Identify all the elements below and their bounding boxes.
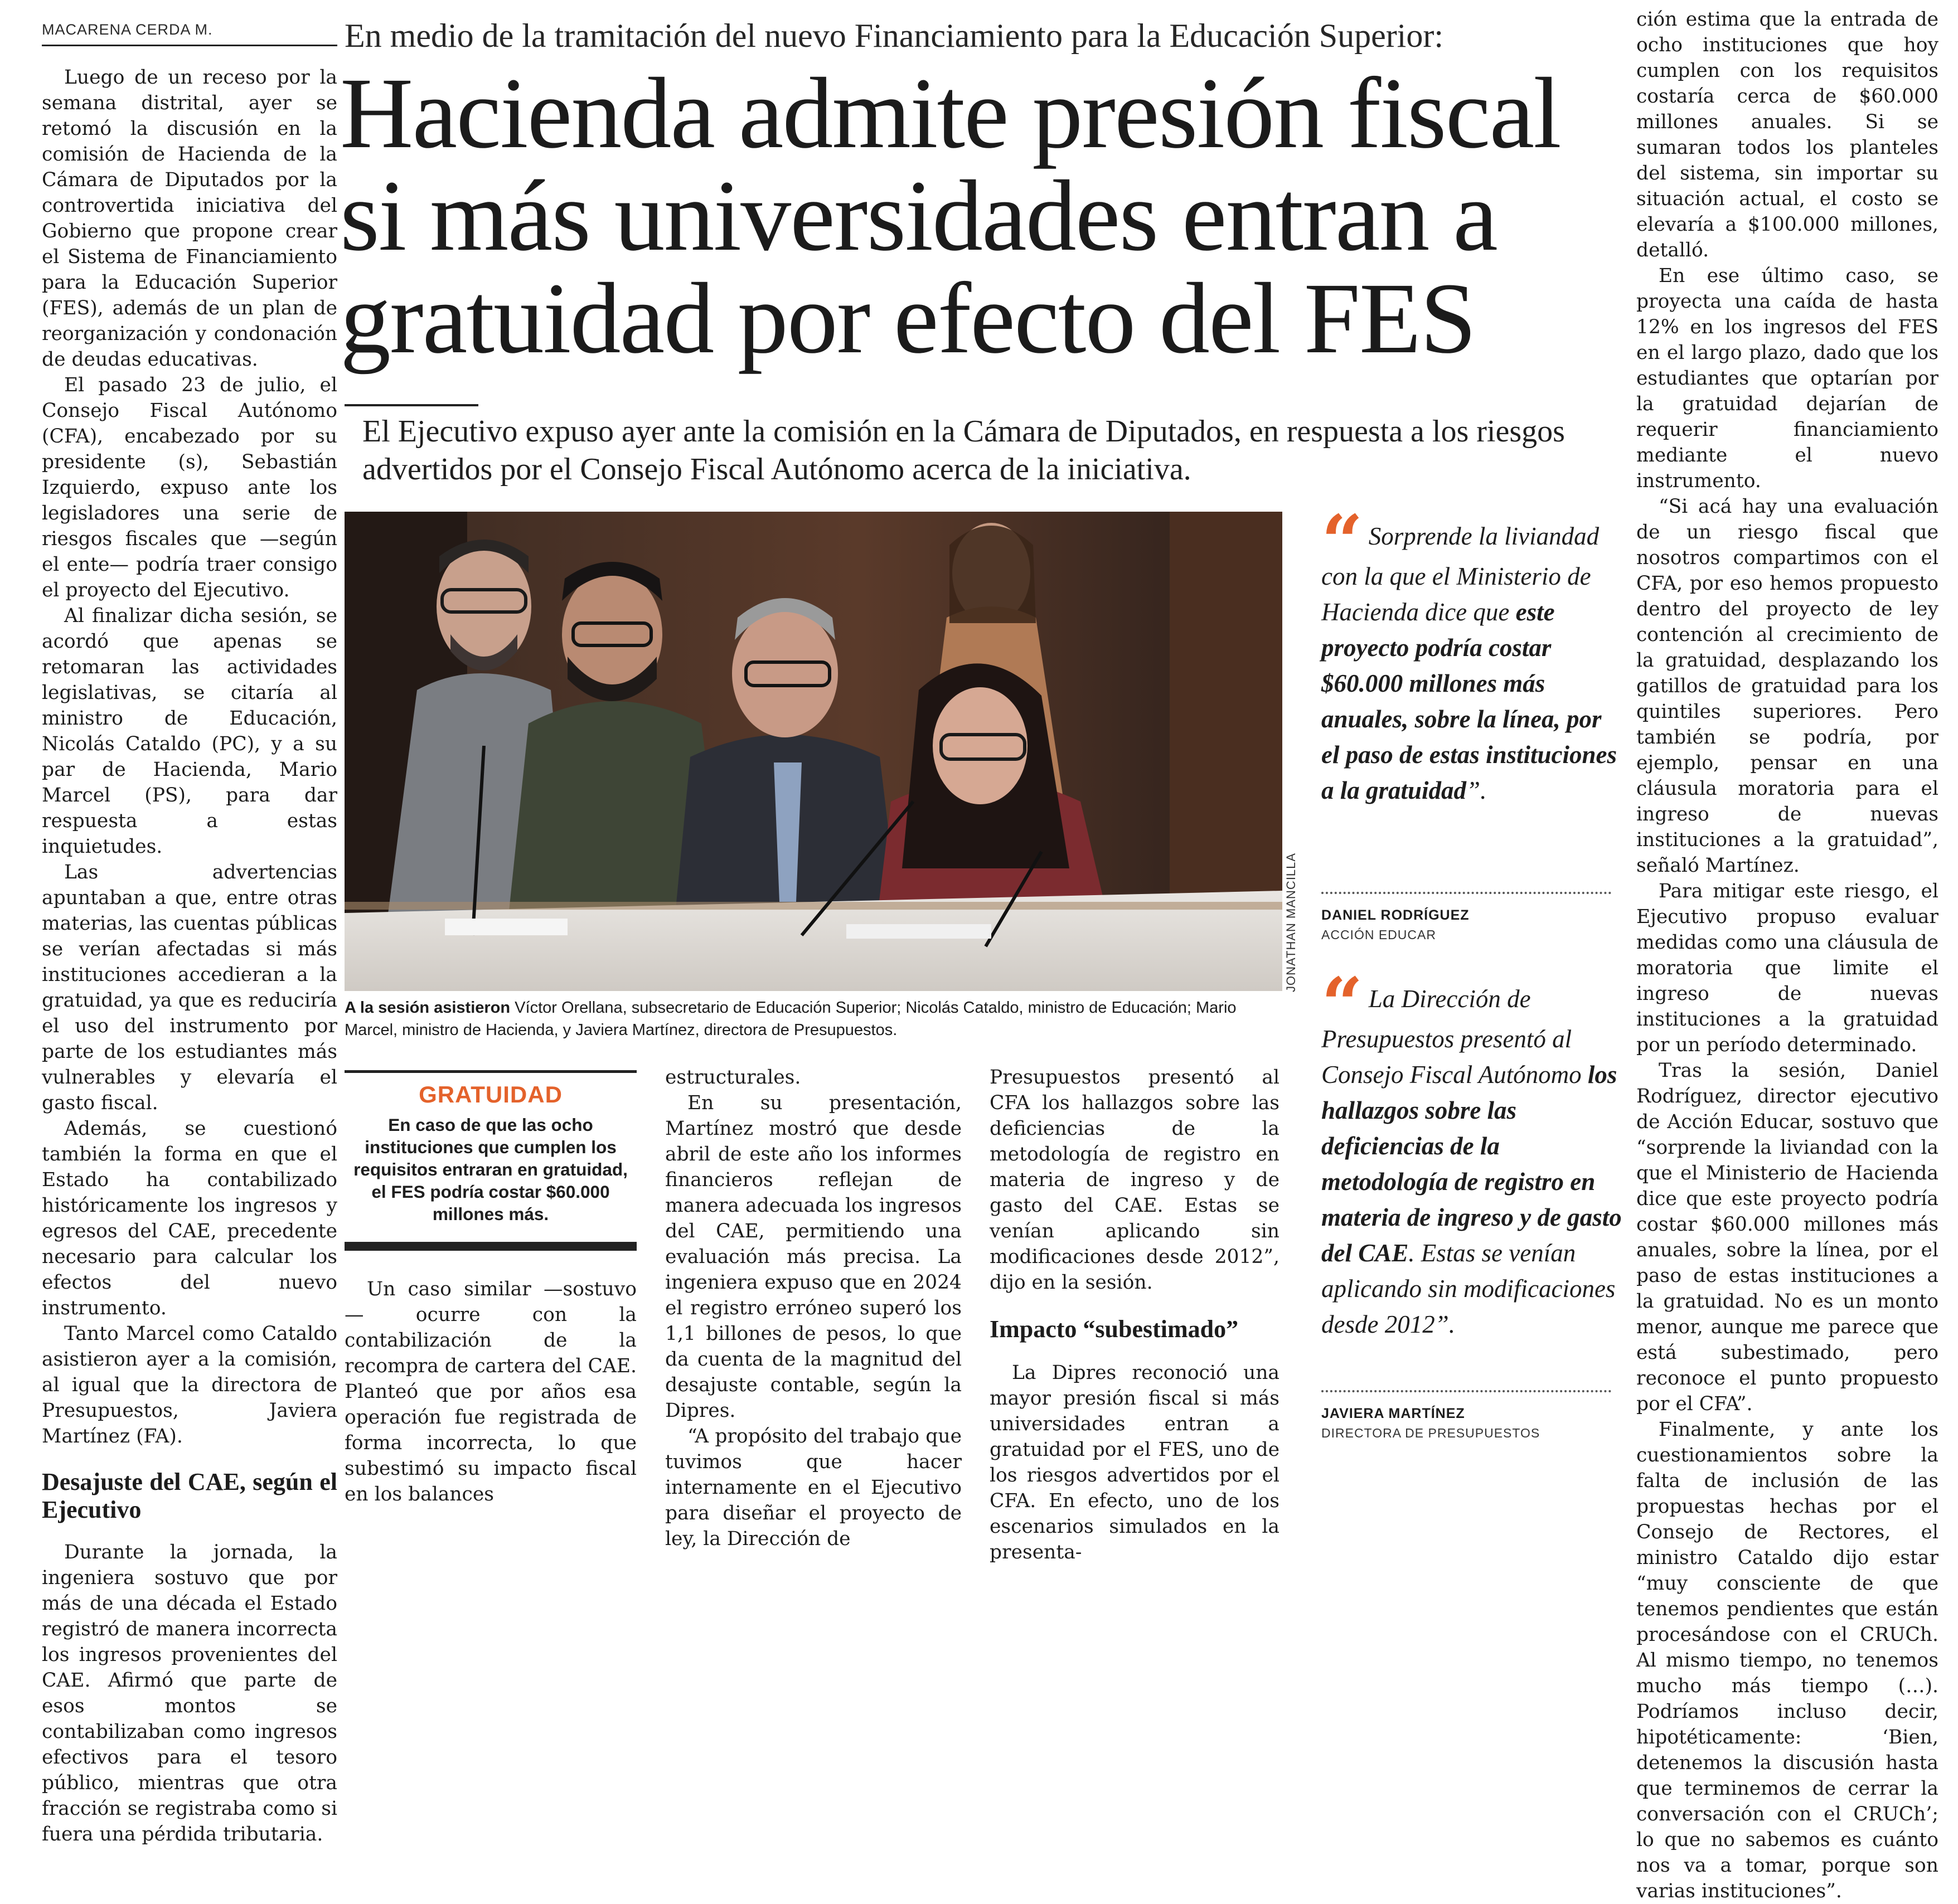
paragraph: Presupuestos presentó al CFA los hallazgos sobre las deficiencias de la metodología de registro en materia de ingreso y de gasto del CAE. Estas se venían aplicando sin modificaciones desde 2012”, dijo en la sesión.	[990, 1066, 1280, 1294]
highlight-box-title: GRATUIDAD	[419, 1081, 563, 1108]
paragraph: Durante la jornada, la ingeniera sostuvo que por más de una década el Estado registró de manera incorrecta los ingresos provenientes del CAE. Afirmó que parte de esos montos se contabilizaban como ingresos efectivos para el tesoro público, mientras que otra fracción se registraba como si fuera una pérdida tributaria.	[42, 1541, 337, 1845]
kicker: En medio de la tramitación del nuevo Financiamiento para la Educación Superior:	[345, 17, 1444, 54]
article-column-2	[345, 1276, 637, 1507]
article-column-4	[990, 1065, 1280, 1565]
quote-2-divider	[1321, 1390, 1611, 1392]
quote-text-bold: los hallazgos sobre las deficiencias de la metodología de registro en materia de ingreso y de gasto del CAE	[1321, 1061, 1622, 1267]
quote-text: La Dirección de Presupuestos presentó al Consejo Fiscal Autónomo	[1321, 985, 1588, 1089]
paragraph: estructurales.	[665, 1066, 801, 1089]
paragraph: Para mitigar este riesgo, el Ejecutivo propuso evaluar medidas como una cláusula de moratoria que limite el ingreso de nuevas instituciones a la gratuidad por un período determinado.	[1636, 880, 1938, 1056]
quote-2-role: DIRECTORA DE PRESUPUESTOS	[1321, 1426, 1540, 1440]
paragraph: ción estima que la entrada de ocho instituciones que hoy cumplen con los requisitos costaría cerca de $60.000 millones anuales. Si se sumaran todos los planteles del sistema, sin importar su situación actual, el costo se elevaría a $100.000 millones, detalló.	[1636, 8, 1938, 261]
paragraph: Además, se cuestionó también la forma en que el Estado ha contabilizado históricamente los ingresos y egresos del CAE, precedente necesario para calcular los efectos del nuevo instrumento.	[42, 1118, 337, 1319]
news-photo	[345, 512, 1282, 991]
paragraph: La Dipres reconoció una mayor presión fiscal si más universidades entran a gratuidad por el FES, uno de los riesgos advertidos por el CFA. En efecto, uno de los escenarios simulados en la presenta-	[990, 1362, 1280, 1563]
article-column-3	[665, 1065, 962, 1552]
quote-text-end: ”.	[1466, 776, 1487, 804]
paragraph: Al finalizar dicha sesión, se acordó que apenas se retomaran las actividades legislativas, se citaría al ministro de Educación, Nicolás Cataldo (PC), y a su par de Hacienda, Mario Marcel (PS), para dar respuesta a estas inquietudes.	[42, 605, 337, 858]
highlight-box-bottom-rule	[345, 1242, 637, 1251]
byline-rule	[42, 45, 337, 46]
headline: Hacienda admite presión fiscal si más universidades entran a gratuidad por efecto del FES	[340, 57, 1560, 375]
photo-illustration	[345, 512, 1282, 991]
quote-1-role: ACCIÓN EDUCAR	[1321, 927, 1436, 942]
quote-mark-icon: “	[1321, 961, 1363, 1047]
byline: MACARENA CERDA M.	[42, 21, 213, 38]
paragraph: Tanto Marcel como Cataldo asistieron ayer a la comisión, al igual que la directora de Presupuestos, Javiera Martínez (FA).	[42, 1323, 337, 1448]
quote-1-author: DANIEL RODRÍGUEZ	[1321, 907, 1470, 923]
paragraph: Las advertencias apuntaban a que, entre otras materias, las cuentas públicas se verían afectadas si más instituciones accedieran a la gratuidad, ya que es reduciría el uso del instrumento por parte de los estudiantes más vulnerables y elevaría el gasto fiscal.	[42, 861, 337, 1114]
article-column-1	[42, 65, 337, 1847]
headline-rule	[345, 404, 478, 406]
paragraph: “A propósito del trabajo que tuvimos que hacer internamente en el Ejecutivo para diseñar el proyecto de ley, la Dirección de	[665, 1425, 962, 1550]
pull-quote-1	[1321, 499, 1622, 808]
quote-text-end: . Estas se venían aplicando sin modificaciones desde 2012”.	[1321, 1239, 1616, 1338]
paragraph: Un caso similar —sostuvo— ocurre con la contabilización de la recompra de cartera del CAE. Planteó que por años esa operación fue registrada de forma incorrecta, lo que subestimó su impacto fiscal en los balances	[345, 1278, 637, 1505]
quote-text-bold: este proyecto podría costar $60.000 millones más anuales, sobre la línea, por el paso de estas instituciones a la gratuidad	[1321, 598, 1617, 804]
section-subhead: Impacto “subestimado”	[990, 1315, 1239, 1343]
quote-1-divider	[1321, 892, 1611, 894]
paragraph: El pasado 23 de julio, el Consejo Fiscal Autónomo (CFA), encabezado por su presidente (s), Sebastián Izquierdo, expuso ante los legisladores una serie de riesgos fiscales que —según el ente— podría traer consigo el proyecto del Ejecutivo.	[42, 374, 337, 601]
paragraph: En su presentación, Martínez mostró que desde abril de este año los informes financieros reflejan de manera adecuada los ingresos del CAE, permitiendo una evaluación más precisa. La ingeniera expuso que en 2024 el registro erróneo superó los 1,1 billones de pesos, lo que da cuenta de la magnitud del desajuste contable, según la Dipres.	[665, 1092, 962, 1422]
paragraph: “Si acá hay una evaluación de un riesgo fiscal que nosotros compartimos con el CFA, por eso hemos propuesto dentro del proyecto de ley contención al crecimiento de la gratuidad, desplazando los gatillos de gratuidad para los quintiles superiores. Pero también se podría, por ejemplo, pensar en una cláusula moratoria para el ingreso de nuevas instituciones a la gratuidad”, señaló Martínez.	[1636, 496, 1938, 877]
pull-quote-2	[1321, 961, 1622, 1342]
photo-caption	[345, 997, 1287, 1041]
section-subhead: Desajuste del CAE, según el Ejecutivo	[42, 1468, 337, 1523]
highlight-box-text: En caso de que las ocho instituciones que cumplen los requisitos entraran en gratuidad, el FES podría costar $60.000 millones más.	[353, 1115, 628, 1224]
caption-text: Víctor Orellana, subsecretario de Educación Superior; Nicolás Cataldo, ministro de Educación; Mario Marcel, ministro de Hacienda, y Javiera Martínez, directora de Presupuestos.	[345, 999, 1237, 1039]
paragraph: Finalmente, y ante los cuestionamientos sobre la falta de inclusión de las propuestas hechas por el Consejo de Rectores, el ministro Cataldo dijo estar “muy consciente de que tenemos pendientes que están procesándose con el CRUCh. Al mismo tiempo, no tenemos mucho más tiempo (…). Podríamos incluso decir, hipotéticamente: ‘Bien, detenemos la discusión hasta que terminemos de cerrar la conversación con el CRUCh’; lo que no sabemos es cuánto nos va a tomar, porque son varias instituciones”.	[1636, 1419, 1938, 1902]
paragraph: En ese último caso, se proyecta una caída de hasta 12% en los ingresos del FES en el largo plazo, dado que los estudiantes que optarían por la gratuidad dejarían de requerir financiamiento mediante el nuevo instrumento.	[1636, 265, 1938, 492]
caption-lead: A la sesión asistieron	[345, 999, 511, 1017]
paragraph: Luego de un receso por la semana distrital, ayer se retomó la discusión en la comisión de Hacienda de la Cámara de Diputados por la controvertida iniciativa del Gobierno que propone crear el Sistema de Financiamiento para la Educación Superior (FES), además de un plan de reorganización y condonación de deudas educativas.	[42, 66, 337, 371]
quote-mark-icon: “	[1321, 499, 1363, 584]
quote-2-author: JAVIERA MARTÍNEZ	[1321, 1406, 1465, 1421]
paragraph: Tras la sesión, Daniel Rodríguez, director ejecutivo de Acción Educar, sostuvo que “sorprende la liviandad con la que el Ministerio de Hacienda dice que este proyecto podría costar $60.000 millones más anuales, sobre la línea, por el paso de estas instituciones a la gratuidad. No es un monto menor, aunque me parece que está subestimado, pero reconoce el punto propuesto por el CFA”.	[1636, 1060, 1938, 1415]
deck: El Ejecutivo expuso ayer ante la comisión en la Cámara de Diputados, en respuesta a los riesgos advertidos por el Consejo Fiscal Autónomo acerca de la iniciativa.	[362, 414, 1565, 487]
photo-credit-text: JONATHAN MANCILLA	[1284, 852, 1298, 992]
highlight-box-top-rule	[345, 1070, 637, 1073]
quote-text: Sorprende la liviandad con la que el Ministerio de Hacienda dice que	[1321, 522, 1600, 626]
article-column-5	[1636, 7, 1938, 1904]
